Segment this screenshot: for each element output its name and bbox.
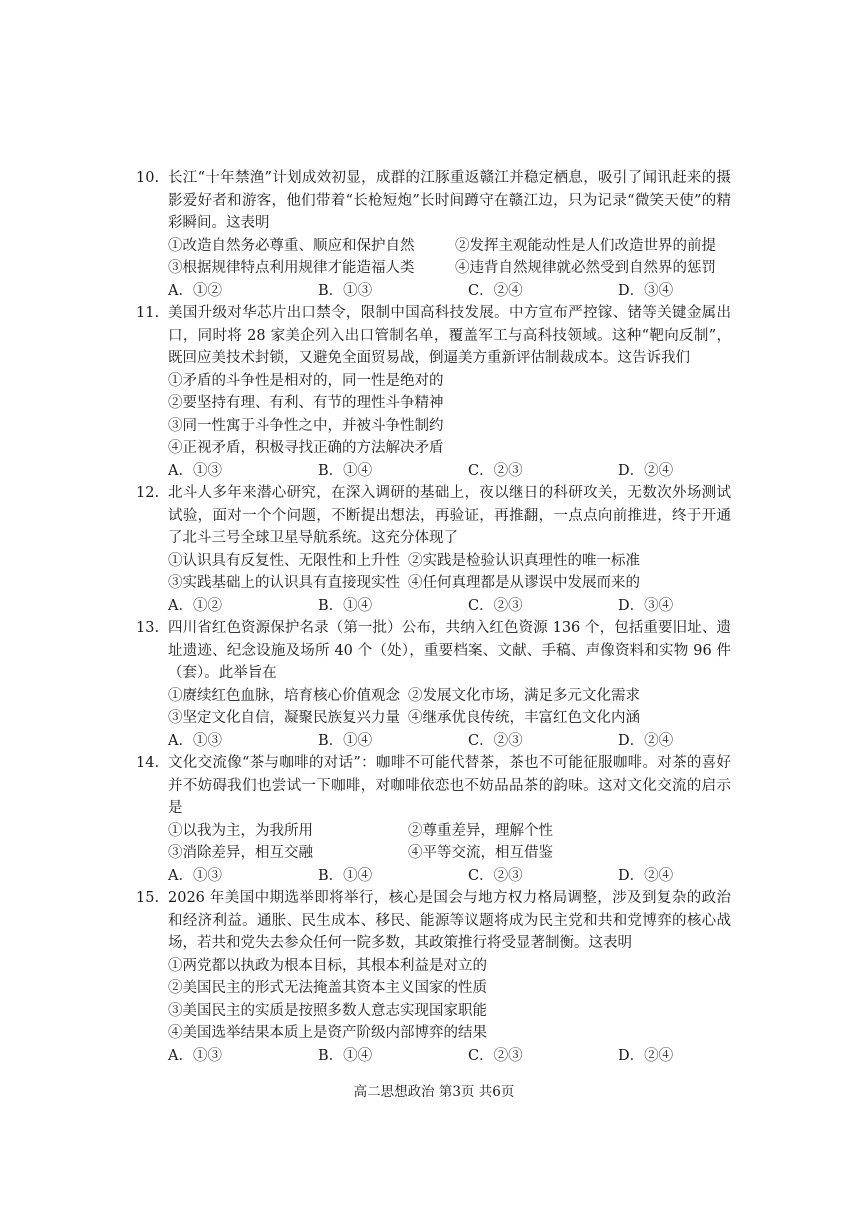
option-4: ④正视矛盾，积极寻找正确的方法解决矛盾 [168, 440, 444, 456]
answer-b: B．①④ [318, 597, 373, 614]
option-1: ①两党都以执政为根本目标，其根本利益是对立的 [168, 957, 487, 974]
answer-a: A．①③ [168, 732, 222, 749]
answer-c: C．②③ [468, 732, 523, 749]
answer-d: D．②④ [618, 867, 674, 884]
option-4: ④继承优良传统，丰富红色文化内涵 [408, 710, 640, 726]
answer-c: C．②③ [468, 867, 523, 884]
option-1: ①以我为主，为我所用 [168, 822, 313, 839]
answer-d: D．②④ [618, 1047, 674, 1064]
question-12 [136, 482, 731, 617]
question-number: 15. [136, 890, 160, 906]
option-2: ②尊重差异，理解个性 [408, 822, 553, 839]
answer-b: B．①④ [318, 732, 373, 749]
option-3: ③消除差异，相互交融 [168, 845, 313, 861]
answer-c: C．②③ [468, 597, 523, 614]
option-4: ④美国选举结果本质上是资产阶级内部博弈的结果 [168, 1025, 487, 1041]
question-15 [136, 887, 731, 1067]
question-number: 13. [136, 620, 160, 636]
answer-d: D．③④ [618, 597, 674, 614]
answer-a: A．①② [168, 282, 222, 299]
answer-c: C．②④ [468, 282, 523, 299]
option-3: ③美国民主的实质是按照多数人意志实现国家职能 [168, 1002, 487, 1019]
page-footer: 高二思想政治 第3页 共6页 [353, 1084, 515, 1100]
question-14 [136, 752, 731, 887]
question-11 [136, 302, 731, 482]
question-13 [136, 617, 731, 752]
option-1: ①赓续红色血脉，培育核心价值观念 [168, 687, 400, 704]
option-3: ③同一性寓于斗争性之中，并被斗争性制约 [168, 417, 444, 434]
answer-b: B．①③ [318, 282, 373, 299]
question-list [136, 167, 731, 1067]
answer-b: B．①④ [318, 462, 373, 479]
answer-a: A．①② [168, 597, 222, 614]
option-3: ③坚定文化自信，凝聚民族复兴力量 [168, 710, 400, 726]
option-3: ③根据规律特点利用规律才能造福人类 [168, 260, 415, 276]
question-stem: 美国升级对华芯片出口禁令，限制中国高科技发展。中方宣布严控镓、锗等关键金属出口，同时将 28 家美企列入出口管制名单，覆盖军工与高科技领域。这种“靶向反制”，既回应美技术封锁，又避免全面贸易战，倒逼美方重新评估制裁成本。这告诉我们 [168, 305, 731, 366]
question-stem: 2026 年美国中期选举即将举行，核心是国会与地方权力格局调整，涉及到复杂的政治和经济利益。通胀、民生成本、移民、能源等议题将成为民主党和共和党博弈的核心战场，若共和党失去参众任何一院多数，其政策推行将受显著制衡。这表明 [168, 890, 731, 951]
answer-c: C．②③ [468, 1047, 523, 1064]
question-stem: 文化交流像“茶与咖啡的对话”：咖啡不可能代替茶，茶也不可能征服咖啡。对茶的喜好并不妨碍我们也尝试一下咖啡，对咖啡依恋也不妨品品茶的韵味。这对文化交流的启示是 [168, 755, 731, 816]
option-4: ④违背自然规律就必然受到自然界的惩罚 [455, 260, 716, 276]
question-number: 14. [136, 755, 160, 771]
answer-b: B．①④ [318, 867, 373, 884]
option-4: ④任何真理都是从谬误中发展而来的 [408, 575, 640, 591]
option-1: ①矛盾的斗争性是相对的，同一性是绝对的 [168, 372, 444, 389]
option-2: ②实践是检验认识真理性的唯一标准 [408, 552, 640, 569]
question-stem: 北斗人多年来潜心研究，在深入调研的基础上，夜以继日的科研攻关，无数次外场测试试验，面对一个个问题，不断提出想法，再验证，再推翻，一点点向前推进，终于开通了北斗三号全球卫星导航系统。这充分体现了 [168, 485, 731, 546]
answer-d: D．②④ [618, 732, 674, 749]
option-4: ④平等交流，相互借鉴 [408, 845, 553, 861]
answer-c: C．②③ [468, 462, 523, 479]
option-2: ②发挥主观能动性是人们改造世界的前提 [455, 237, 716, 254]
answer-d: D．③④ [618, 282, 674, 299]
question-number: 10. [136, 170, 160, 186]
option-2: ②要坚持有理、有利、有节的理性斗争精神 [168, 395, 444, 411]
answer-a: A．①③ [168, 1047, 222, 1064]
option-2: ②发展文化市场，满足多元文化需求 [408, 687, 640, 704]
answer-a: A．①③ [168, 867, 222, 884]
option-3: ③实践基础上的认识具有直接现实性 [168, 575, 400, 591]
question-stem: 长江“十年禁渔”计划成效初显，成群的江豚重返赣江并稳定栖息，吸引了闻讯赶来的摄影爱好者和游客，他们带着“长枪短炮”长时间蹲守在赣江边，只为记录“微笑天使”的精彩瞬间。这表明 [168, 170, 731, 231]
option-1: ①认识具有反复性、无限性和上升性 [168, 552, 400, 569]
answer-b: B．①④ [318, 1047, 373, 1064]
option-2: ②美国民主的形式无法掩盖其资本主义国家的性质 [168, 980, 487, 996]
answer-d: D．②④ [618, 462, 674, 479]
question-number: 11. [136, 305, 160, 321]
answer-a: A．①③ [168, 462, 222, 479]
option-1: ①改造自然务必尊重、顺应和保护自然 [168, 237, 415, 254]
question-10 [136, 167, 731, 302]
question-number: 12. [136, 485, 160, 501]
question-stem: 四川省红色资源保护名录（第一批）公布，共纳入红色资源 136 个，包括重要旧址、遗址遗迹、纪念设施及场所 40 个（处），重要档案、文献、手稿、声像资料和实物 96 件（套）。此举旨在 [168, 620, 731, 681]
